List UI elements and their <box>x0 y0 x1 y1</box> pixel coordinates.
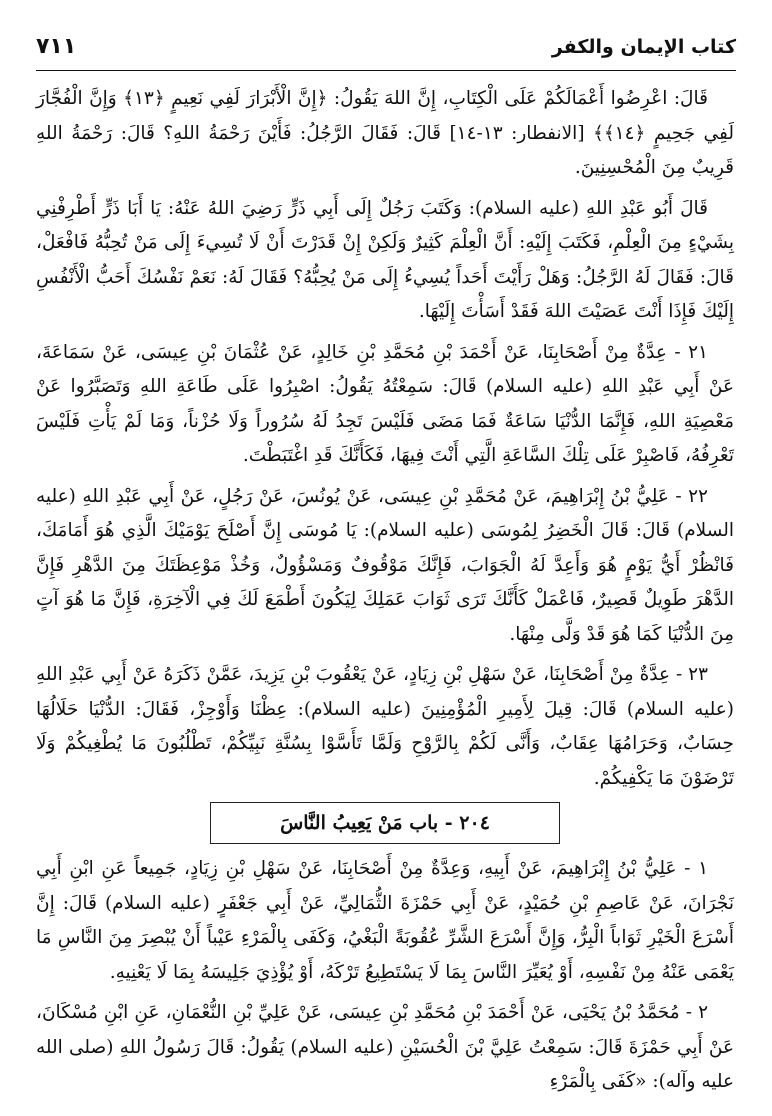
hadith-2: ٢ - مُحَمَّدُ بْنُ يَحْيَى، عَنْ أَحْمَدَ بْنِ مُحَمَّدِ بْنِ عِيسَى، عَنْ عَلِيِّ بْنِ النُّعْمَانِ، عَنِ ابْنِ مُسْكَانَ، عَنْ أَبِي حَمْزَةَ قَالَ: سَمِعْتُ عَلِيَّ بْنَ الْحُسَيْنِ (عليه السلام) يَقُولُ: قَالَ رَسُولُ اللهِ (صلى الله عليه وآله): «كَفَى بِالْمَرْءِ <box>36 1002 734 1092</box>
chapter-heading: ٢٠٤ - باب مَنْ يَعِيبُ النَّاسَ <box>210 802 560 844</box>
body-text <box>36 82 734 1106</box>
page-header <box>36 26 736 71</box>
page-number: ٧١١ <box>36 34 77 59</box>
hadith-1: ١ - عَلِيُّ بْنُ إِبْرَاهِيمَ، عَنْ أَبِيهِ، وَعِدَّةٌ مِنْ أَصْحَابِنَا، عَنْ سَهْلِ بْنِ زِيَادٍ، جَمِيعاً عَنِ ابْنِ أَبِي نَجْرَانَ، عَنْ عَاصِمِ بْنِ حُمَيْدٍ، عَنْ أَبِي حَمْزَةَ الثُّمَالِيِّ، عَنْ أَبِي جَعْفَرٍ (عليه السلام) قَالَ: إِنَّ أَسْرَعَ الْخَيْرِ ثَوَاباً الْبِرُّ، وَإِنَّ أَسْرَعَ الشَّرِّ عُقُوبَةً الْبَغْيُ، وَكَفَى بِالْمَرْءِ عَيْباً أَنْ يُبْصِرَ مِنَ النَّاسِ مَا يَعْمَى عَنْهُ مِنْ نَفْسِهِ، أَوْ يُعَيِّرَ النَّاسَ بِمَا لَا يَسْتَطِيعُ تَرْكَهُ، أَوْ يُؤْذِيَ جَلِيسَهُ بِمَا لَا يَعْنِيهِ. <box>36 858 734 983</box>
hadith-23: ٢٣ - عِدَّةٌ مِنْ أَصْحَابِنَا، عَنْ سَهْلِ بْنِ زِيَادٍ، عَنْ يَعْقُوبَ بْنِ يَزِيدَ، عَمَّنْ ذَكَرَهُ عَنْ أَبِي عَبْدِ اللهِ (عليه السلام) قَالَ: قِيلَ لِأَمِيرِ الْمُؤْمِنِينَ (عليه السلام): عِظْنَا وَأَوْجِزْ، فَقَالَ: الدُّنْيَا حَلَالُهَا حِسَابٌ، وَحَرَامُهَا عِقَابٌ، وَأَنَّى لَكُمْ بِالرَّوْحِ وَلَمَّا تَأَسَّوْا بِسُنَّةِ نَبِيِّكُمْ، تَطْلُبُونَ مَا يُطْغِيكُمْ وَلَا تَرْضَوْنَ مَا يَكْفِيكُمْ. <box>36 664 734 789</box>
hadith-21: ٢١ - عِدَّةٌ مِنْ أَصْحَابِنَا، عَنْ أَحْمَدَ بْنِ مُحَمَّدِ بْنِ خَالِدٍ، عَنْ عُثْمَانَ بْنِ عِيسَى، عَنْ سَمَاعَةَ، عَنْ أَبِي عَبْدِ اللهِ (عليه السلام) قَالَ: سَمِعْتُهُ يَقُولُ: اصْبِرُوا عَلَى طَاعَةِ اللهِ وَتَصَبَّرُوا عَنْ مَعْصِيَةِ اللهِ، فَإِنَّمَا الدُّنْيَا سَاعَةٌ فَمَا مَضَى فَلَيْسَ تَجِدُ لَهُ سُرُوراً وَلَا حُزْناً، وَمَا لَمْ يَأْتِ فَلَيْسَ تَعْرِفُهُ، فَاصْبِرْ عَلَى تِلْكَ السَّاعَةِ الَّتِي أَنْتَ فِيهَا، فَكَأَنَّكَ قَدِ اغْتَبَطْتَ. <box>36 341 734 466</box>
hadith-22: ٢٢ - عَلِيُّ بْنُ إِبْرَاهِيمَ، عَنْ مُحَمَّدِ بْنِ عِيسَى، عَنْ يُونُسَ، عَنْ رَجُلٍ، عَنْ أَبِي عَبْدِ اللهِ (عليه السلام) قَالَ: قَالَ الْخَضِرُ لِمُوسَى (عليه السلام): يَا مُوسَى إِنَّ أَصْلَحَ يَوْمَيْكَ الَّذِي هُوَ أَمَامَكَ، فَانْظُرْ أَيُّ يَوْمٍ هُوَ وَأَعِدَّ لَهُ الْجَوَابَ، فَإِنَّكَ مَوْقُوفٌ وَمَسْؤُولٌ، وَخُذْ مَوْعِظَتَكَ مِنَ الدَّهْرِ فَإِنَّ الدَّهْرَ طَوِيلٌ قَصِيرٌ، فَاعْمَلْ كَأَنَّكَ تَرَى ثَوَابَ عَمَلِكَ لِيَكُونَ أَطْمَعَ لَكَ فِي الْآخِرَةِ، فَإِنَّ مَا هُوَ آتٍ مِنَ الدُّنْيَا كَمَا هُوَ قَدْ وَلَّى مِنْهَا. <box>36 485 734 645</box>
running-title: كتاب الإيمان والكفر <box>551 36 736 58</box>
paragraph: قَالَ: اعْرِضُوا أَعْمَالَكُمْ عَلَى الْكِتَابِ، إِنَّ اللهَ يَقُولُ: ﴿إِنَّ الْأَبْرَارَ لَفِي نَعِيمٍ ﴿١٣﴾ وَإِنَّ الْفُجَّارَ لَفِي جَحِيمٍ ﴿١٤﴾﴾ [الانفطار: ١٣-١٤] قَالَ: فَقَالَ الرَّجُلُ: فَأَيْنَ رَحْمَةُ اللهِ؟ قَالَ: رَحْمَةُ اللهِ قَرِيبٌ مِنَ الْمُحْسِنِينَ. <box>36 88 734 178</box>
paragraph: قَالَ أَبُو عَبْدِ اللهِ (عليه السلام): وَكَتَبَ رَجُلٌ إِلَى أَبِي ذَرٍّ رَضِيَ اللهُ عَنْهُ: يَا أَبَا ذَرٍّ أَطْرِفْنِي بِشَيْءٍ مِنَ الْعِلْمِ، فَكَتَبَ إِلَيْهِ: أَنَّ الْعِلْمَ كَثِيرٌ وَلَكِنْ إِنْ قَدَرْتَ أَنْ لَا تُسِيءَ إِلَى مَنْ تُحِبُّهُ فَافْعَلْ، قَالَ: فَقَالَ لَهُ الرَّجُلُ: وَهَلْ رَأَيْتَ أَحَداً يُسِيءُ إِلَى مَنْ يُحِبُّهُ؟ فَقَالَ لَهُ: نَعَمْ نَفْسُكَ أَحَبُّ الْأَنْفُسِ إِلَيْكَ فَإِذَا أَنْتَ عَصَيْتَ اللهَ فَقَدْ أَسَأْتَ إِلَيْهَا. <box>36 197 734 322</box>
